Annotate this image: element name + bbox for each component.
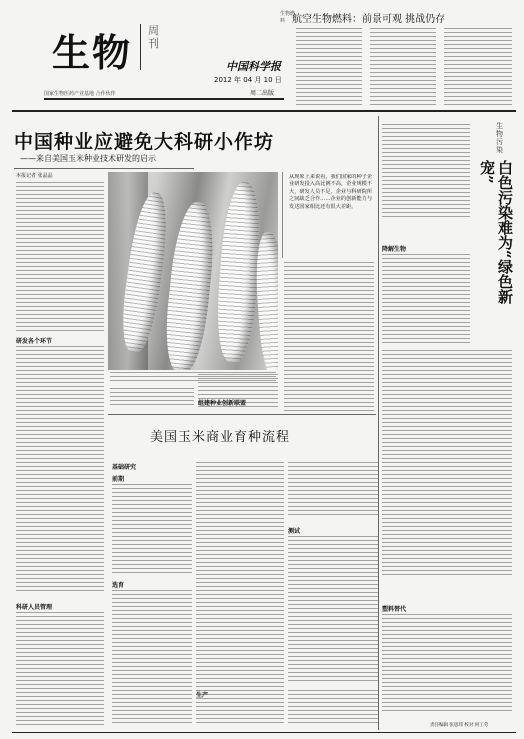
main-body-col-1a	[16, 182, 104, 334]
byline: 本报记者 张晶晶	[16, 173, 53, 179]
feature-subhead-breeding: 选育	[112, 582, 125, 589]
sidebar-subhead-2: 塑料替代	[382, 606, 407, 613]
sidebar-label: 生物污染	[496, 122, 503, 154]
feature-subhead-early: 前期	[112, 476, 125, 483]
corn-cob	[161, 200, 219, 370]
section-title-divider	[140, 24, 141, 70]
top-story-kicker: 生物燃料	[280, 11, 296, 24]
subheadline-rule	[14, 168, 194, 169]
feature-col-1b	[112, 590, 192, 728]
sidebar-vertical-headline: 白色污染难为“绿色新宠”	[478, 160, 514, 304]
header-rule	[12, 110, 516, 112]
date-line: 2012 年 04 月 10 日	[214, 76, 282, 84]
sidebar-body-4	[382, 614, 512, 714]
feature-col-1a	[112, 484, 192, 576]
feature-headline: 美国玉米商业育种流程	[150, 430, 291, 445]
feature-col-3a	[288, 462, 378, 520]
feature-col-3c	[288, 690, 378, 728]
feature-col-2	[196, 462, 284, 728]
main-subhead-3: 组建种业创新联盟	[198, 400, 247, 407]
sidebar-subhead-1: 降解生物	[382, 246, 407, 253]
corn-photo	[108, 172, 278, 370]
main-headline: 中国种业应避免大科研小作坊	[14, 131, 275, 153]
newspaper-logo: 中国科学报	[226, 60, 281, 73]
main-body-col-1c	[16, 612, 104, 728]
section-title: 生物	[52, 30, 133, 75]
feature-top-rule	[108, 414, 376, 415]
top-story	[280, 10, 516, 110]
feature-subhead-production: 生产	[196, 692, 209, 699]
footer-editors: 责任编辑 张思玮 校对 何工劳	[430, 723, 489, 728]
feature-subhead-test: 测试	[288, 528, 301, 535]
feature-subhead-basic: 基础研究	[112, 464, 137, 471]
sidebar-divider	[378, 116, 379, 730]
editor-line: 国家生物医药产业基地 合作伙伴	[44, 91, 116, 97]
main-subhead-2: 科研人员管理	[16, 604, 53, 611]
masthead-bottom-rule	[44, 98, 284, 100]
top-story-text-col-3	[444, 28, 512, 106]
sidebar-body-1	[382, 124, 470, 220]
top-story-text-col-2	[370, 28, 436, 106]
sidebar-body-3	[382, 350, 512, 580]
quote-box	[282, 172, 377, 258]
sidebar-body-2	[382, 254, 470, 346]
weekday: 周二出版	[250, 90, 275, 97]
bottom-rule	[12, 732, 516, 733]
main-subheadline: ——来自美国玉米种业技术研发的启示	[20, 154, 156, 163]
main-subhead-1: 研发各个环节	[16, 338, 53, 345]
top-story-headline: 航空生物燃料：前景可观 挑战仍存	[292, 14, 446, 25]
feature-col-3b	[288, 536, 378, 686]
main-body-col-1b	[16, 346, 104, 596]
main-body-col-3	[284, 262, 374, 414]
top-story-text-col-1	[296, 28, 362, 106]
quote-text: 从现象上来说看，我们国家的种子企业研发投入高比例不高，企业规模不大，研发人员不足，企业与科研院所之间缺乏合作……企业的创新能力与发达国家相比还有很大差距。	[289, 174, 373, 210]
section-subtitle: 周刊	[148, 24, 159, 50]
main-body-col-2a	[110, 388, 194, 410]
